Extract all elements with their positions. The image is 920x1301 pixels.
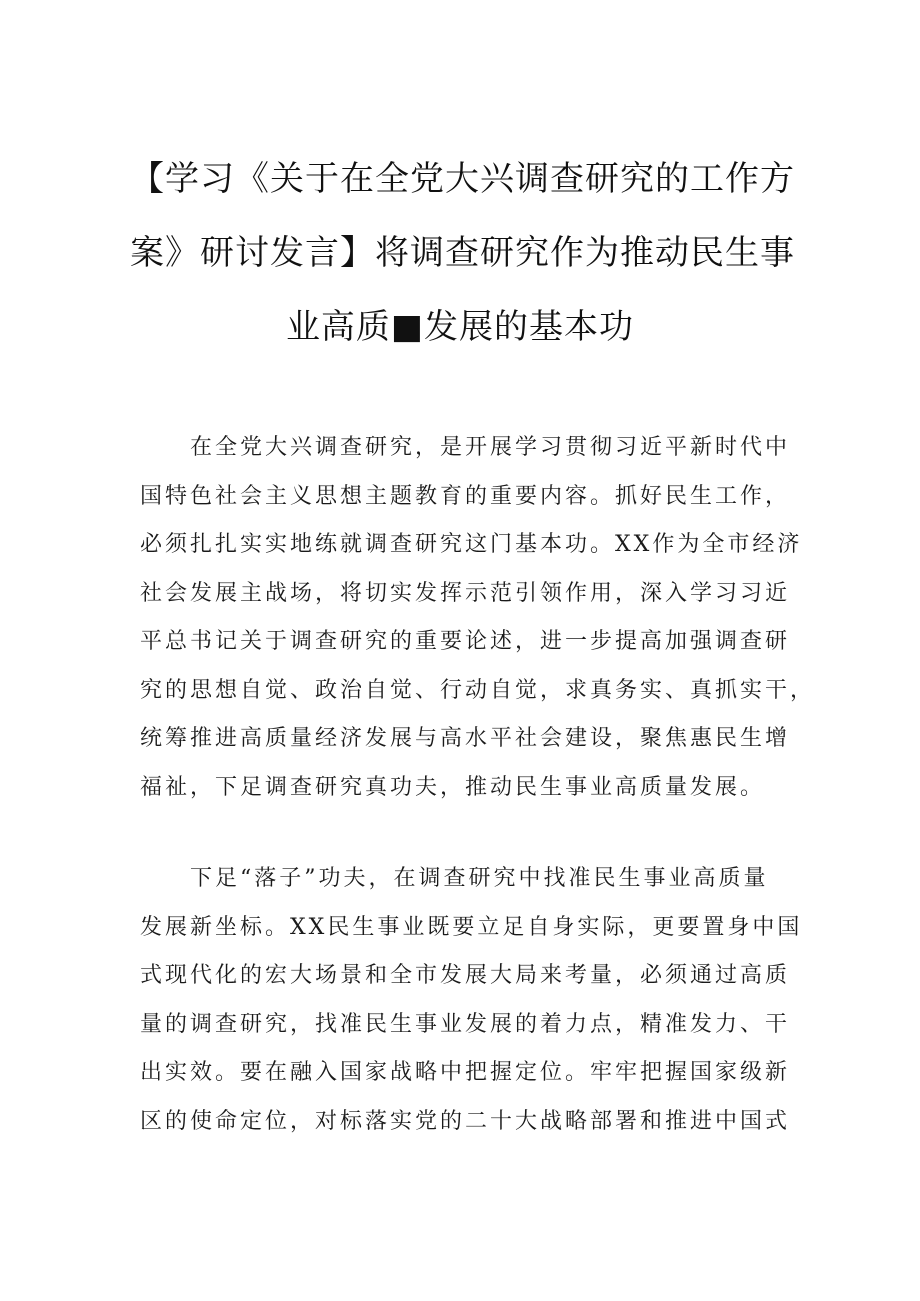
paragraph-line: 国特色社会主义思想主题教育的重要内容。抓好民生工作， xyxy=(140,483,791,509)
paragraph-line: 发展新坐标。XX民生事业既要立足自身实际，更要置身中国 xyxy=(140,914,803,940)
title-line: 案》研讨发言】将调查研究作为推动民生事 xyxy=(130,233,795,273)
title-line: 【学习《关于在全党大兴调查研究的工作方 xyxy=(130,159,795,199)
paragraph-line: 区的使命定位，对标落实党的二十大战略部署和推进中国式 xyxy=(140,1108,791,1134)
paragraph-line: 究的思想自觉、政治自觉、行动自觉，求真务实、真抓实干， xyxy=(140,677,816,703)
paragraph-2 xyxy=(140,855,803,1146)
title-line: 业高质■发展的基本功 xyxy=(285,307,635,347)
paragraph-1 xyxy=(140,424,816,812)
document-title xyxy=(130,142,795,364)
paragraph-line: 必须扎扎实实地练就调查研究这门基本功。XX作为全市经济 xyxy=(140,532,803,557)
paragraph-line: 式现代化的宏大场景和全市发展大局来考量，必须通过高质 xyxy=(140,963,791,988)
paragraph-line: 统筹推进高质量经济发展与高水平社会建设，聚焦惠民生增 xyxy=(140,726,791,751)
paragraph-line: 出实效。要在融入国家战略中把握定位。牢牢把握国家级新 xyxy=(140,1060,791,1085)
paragraph-line: 下足“落子”功夫，在调查研究中找准民生事业高质量 xyxy=(190,866,769,891)
paragraph-line: 量的调查研究，找准民生事业发展的着力点，精准发力、干 xyxy=(140,1011,791,1037)
paragraph-line: 福祉，下足调查研究真功夫，推动民生事业高质量发展。 xyxy=(140,774,766,800)
paragraph-line: 在全党大兴调查研究，是开展学习贯彻习近平新时代中 xyxy=(190,435,791,460)
paragraph-line: 社会发展主战场，将切实发挥示范引领作用，深入学习习近 xyxy=(140,580,791,606)
paragraph-line: 平总书记关于调查研究的重要论述，进一步提高加强调查研 xyxy=(140,629,791,654)
